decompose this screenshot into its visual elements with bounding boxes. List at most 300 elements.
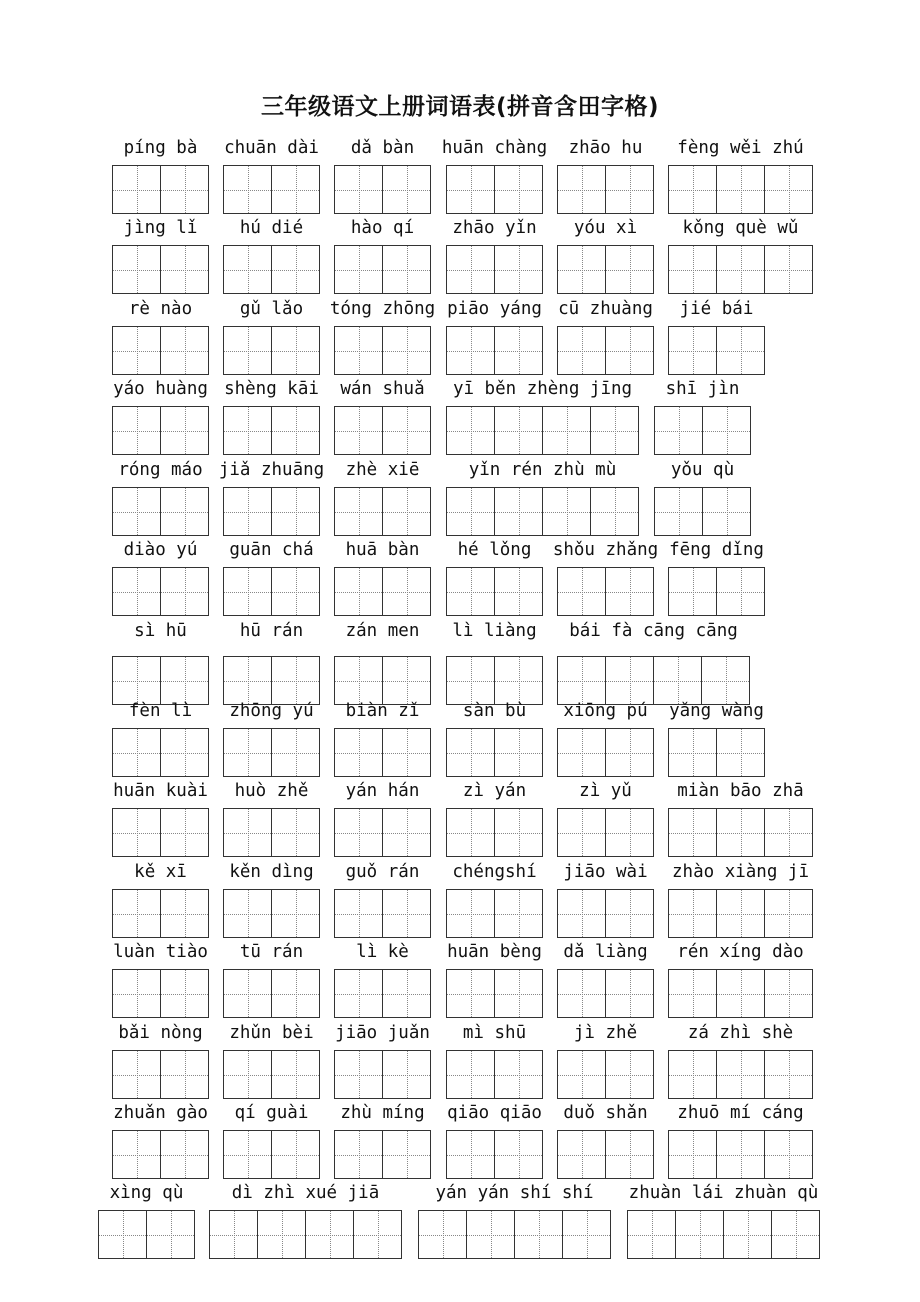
- tianzige-grid: [98, 1210, 194, 1259]
- writing-cell[interactable]: [557, 245, 606, 294]
- writing-cell[interactable]: [257, 1210, 306, 1259]
- writing-cell[interactable]: [112, 326, 161, 375]
- word-row: [0, 1182, 920, 1262]
- writing-cell[interactable]: [223, 656, 272, 705]
- writing-cell[interactable]: [590, 487, 639, 536]
- tianzige-grid: [557, 165, 653, 214]
- writing-cell[interactable]: [557, 567, 606, 616]
- writing-cell[interactable]: [494, 656, 543, 705]
- tianzige-grid: [223, 487, 319, 536]
- writing-cell[interactable]: [605, 728, 654, 777]
- tianzige-grid: [668, 326, 764, 375]
- pinyin-label: shèng kāi: [224, 379, 319, 399]
- writing-cell[interactable]: [716, 245, 765, 294]
- writing-cell[interactable]: [446, 808, 495, 857]
- tianzige-grid: [112, 969, 208, 1018]
- writing-cell[interactable]: [112, 245, 161, 294]
- pinyin-label: tū rán: [239, 942, 304, 962]
- writing-cell[interactable]: [382, 656, 431, 705]
- tianzige-grid: [446, 326, 542, 375]
- tianzige-grid: [112, 406, 208, 455]
- writing-cell[interactable]: [112, 969, 161, 1018]
- writing-cell[interactable]: [716, 808, 765, 857]
- writing-cell[interactable]: [112, 889, 161, 938]
- tianzige-grid: [446, 808, 542, 857]
- writing-cell[interactable]: [668, 728, 717, 777]
- writing-cell[interactable]: [382, 889, 431, 938]
- writing-cell[interactable]: [494, 245, 543, 294]
- writing-cell[interactable]: [382, 245, 431, 294]
- pinyin-label: dǎ bàn: [350, 138, 415, 158]
- pinyin-label: luàn tiào: [113, 942, 208, 962]
- tianzige-grid: [223, 808, 319, 857]
- writing-cell[interactable]: [446, 245, 495, 294]
- word-row: [0, 861, 920, 941]
- tianzige-grid: [334, 656, 430, 705]
- writing-cell[interactable]: [716, 1050, 765, 1099]
- tianzige-grid: [446, 487, 638, 536]
- word-row: [0, 1022, 920, 1102]
- writing-cell[interactable]: [557, 1050, 606, 1099]
- writing-cell[interactable]: [668, 889, 717, 938]
- tianzige-grid: [668, 567, 764, 616]
- pinyin-label: zá zhì shè: [687, 1023, 794, 1043]
- word-row: [0, 298, 920, 378]
- pinyin-label: zhǔn bèi: [229, 1023, 314, 1043]
- writing-cell[interactable]: [418, 1210, 467, 1259]
- writing-cell[interactable]: [627, 1210, 676, 1259]
- writing-cell[interactable]: [334, 567, 383, 616]
- pinyin-label: zhōng yú: [229, 701, 314, 721]
- tianzige-grid: [223, 1130, 319, 1179]
- tianzige-grid: [334, 808, 430, 857]
- writing-cell[interactable]: [716, 889, 765, 938]
- tianzige-grid: [446, 245, 542, 294]
- writing-cell[interactable]: [271, 245, 320, 294]
- writing-cell[interactable]: [702, 487, 751, 536]
- writing-cell[interactable]: [160, 165, 209, 214]
- writing-cell[interactable]: [668, 326, 717, 375]
- writing-cell[interactable]: [605, 245, 654, 294]
- writing-cell[interactable]: [223, 1130, 272, 1179]
- writing-cell[interactable]: [160, 487, 209, 536]
- tianzige-grid: [112, 245, 208, 294]
- writing-cell[interactable]: [446, 656, 495, 705]
- tianzige-grid: [557, 808, 653, 857]
- pinyin-label: dì zhì xué jiā: [231, 1183, 380, 1203]
- writing-cell[interactable]: [494, 567, 543, 616]
- tianzige-grid: [112, 1130, 208, 1179]
- writing-cell[interactable]: [494, 889, 543, 938]
- writing-cell[interactable]: [494, 165, 543, 214]
- writing-cell[interactable]: [98, 1210, 147, 1259]
- writing-cell[interactable]: [271, 1130, 320, 1179]
- word-row: [0, 780, 920, 860]
- writing-cell[interactable]: [223, 1050, 272, 1099]
- writing-cell[interactable]: [723, 1210, 772, 1259]
- writing-cell[interactable]: [764, 1130, 813, 1179]
- tianzige-grid: [223, 567, 319, 616]
- writing-cell[interactable]: [675, 1210, 724, 1259]
- writing-cell[interactable]: [605, 969, 654, 1018]
- writing-cell[interactable]: [271, 889, 320, 938]
- writing-cell[interactable]: [764, 808, 813, 857]
- pinyin-label: zhuǎn gào: [113, 1103, 208, 1123]
- writing-cell[interactable]: [514, 1210, 563, 1259]
- writing-cell[interactable]: [771, 1210, 820, 1259]
- pinyin-label: yī běn zhèng jīng: [452, 379, 633, 399]
- tianzige-grid: [334, 969, 430, 1018]
- writing-cell[interactable]: [764, 245, 813, 294]
- tianzige-grid: [557, 326, 653, 375]
- writing-cell[interactable]: [112, 567, 161, 616]
- pinyin-label: chuān dài: [224, 138, 319, 158]
- tianzige-grid: [223, 889, 319, 938]
- pinyin-label: kě xī: [134, 862, 187, 882]
- writing-cell[interactable]: [271, 567, 320, 616]
- writing-cell[interactable]: [382, 1130, 431, 1179]
- pinyin-label: huān chàng: [441, 138, 548, 158]
- pinyin-label: huò zhě: [234, 781, 309, 801]
- writing-cell[interactable]: [605, 656, 654, 705]
- pinyin-label: qí guài: [234, 1103, 309, 1123]
- pinyin-label: xìng qù: [109, 1183, 184, 1203]
- writing-cell[interactable]: [701, 656, 750, 705]
- tianzige-grid: [223, 406, 319, 455]
- pinyin-label: guǒ rán: [345, 862, 420, 882]
- writing-cell[interactable]: [223, 406, 272, 455]
- writing-cell[interactable]: [223, 969, 272, 1018]
- pinyin-label: hú dié: [239, 218, 304, 238]
- writing-cell[interactable]: [160, 728, 209, 777]
- tianzige-grid: [446, 567, 542, 616]
- writing-cell[interactable]: [446, 406, 495, 455]
- pinyin-label: jiāo wài: [563, 862, 648, 882]
- tianzige-grid: [668, 969, 812, 1018]
- word-row: [0, 620, 920, 700]
- writing-cell[interactable]: [668, 567, 717, 616]
- writing-cell[interactable]: [605, 567, 654, 616]
- writing-cell[interactable]: [334, 728, 383, 777]
- writing-cell[interactable]: [223, 567, 272, 616]
- tianzige-grid: [557, 728, 653, 777]
- writing-cell[interactable]: [716, 567, 765, 616]
- writing-cell[interactable]: [334, 1130, 383, 1179]
- writing-cell[interactable]: [446, 487, 495, 536]
- writing-cell[interactable]: [653, 656, 702, 705]
- tianzige-grid: [112, 728, 208, 777]
- tianzige-grid: [557, 1130, 653, 1179]
- pinyin-label: fèn lì: [128, 701, 193, 721]
- writing-cell[interactable]: [334, 165, 383, 214]
- writing-cell[interactable]: [160, 656, 209, 705]
- writing-cell[interactable]: [764, 165, 813, 214]
- tianzige-grid: [112, 656, 208, 705]
- writing-cell[interactable]: [112, 165, 161, 214]
- writing-cell[interactable]: [702, 406, 751, 455]
- writing-cell[interactable]: [605, 1050, 654, 1099]
- writing-cell[interactable]: [353, 1210, 402, 1259]
- tianzige-grid: [112, 567, 208, 616]
- writing-cell[interactable]: [668, 165, 717, 214]
- pinyin-label: zhuō mí cáng: [677, 1103, 804, 1123]
- writing-cell[interactable]: [557, 889, 606, 938]
- writing-cell[interactable]: [668, 1050, 717, 1099]
- word-row: [0, 217, 920, 297]
- pinyin-label: biàn zǐ: [345, 701, 420, 721]
- writing-cell[interactable]: [605, 1130, 654, 1179]
- writing-cell[interactable]: [557, 656, 606, 705]
- writing-cell[interactable]: [334, 245, 383, 294]
- writing-cell[interactable]: [466, 1210, 515, 1259]
- writing-cell[interactable]: [271, 728, 320, 777]
- writing-cell[interactable]: [160, 406, 209, 455]
- tianzige-grid: [557, 889, 653, 938]
- tianzige-grid: [112, 889, 208, 938]
- pinyin-label: shī jìn: [665, 379, 740, 399]
- writing-cell[interactable]: [223, 728, 272, 777]
- tianzige-grid: [446, 728, 542, 777]
- tianzige-grid: [668, 1130, 812, 1179]
- writing-cell[interactable]: [146, 1210, 195, 1259]
- writing-cell[interactable]: [764, 1050, 813, 1099]
- pinyin-label: cū zhuàng: [558, 299, 653, 319]
- writing-cell[interactable]: [382, 969, 431, 1018]
- writing-cell[interactable]: [382, 567, 431, 616]
- pinyin-label: jì zhě: [573, 1023, 638, 1043]
- writing-cell[interactable]: [271, 487, 320, 536]
- writing-cell[interactable]: [446, 969, 495, 1018]
- writing-cell[interactable]: [160, 1050, 209, 1099]
- pinyin-label: zhào xiàng jī: [672, 862, 809, 882]
- writing-cell[interactable]: [557, 969, 606, 1018]
- writing-cell[interactable]: [160, 969, 209, 1018]
- tianzige-grid: [334, 245, 430, 294]
- writing-cell[interactable]: [668, 1130, 717, 1179]
- writing-cell[interactable]: [334, 326, 383, 375]
- writing-cell[interactable]: [334, 406, 383, 455]
- writing-cell[interactable]: [334, 969, 383, 1018]
- writing-cell[interactable]: [160, 567, 209, 616]
- writing-cell[interactable]: [494, 1050, 543, 1099]
- writing-cell[interactable]: [654, 406, 703, 455]
- writing-cell[interactable]: [668, 245, 717, 294]
- writing-cell[interactable]: [271, 808, 320, 857]
- writing-cell[interactable]: [716, 728, 765, 777]
- writing-cell[interactable]: [209, 1210, 258, 1259]
- pinyin-label: huā bàn: [345, 540, 420, 560]
- word-row: [0, 137, 920, 217]
- writing-cell[interactable]: [271, 165, 320, 214]
- writing-cell[interactable]: [382, 1050, 431, 1099]
- writing-cell[interactable]: [160, 808, 209, 857]
- writing-cell[interactable]: [160, 326, 209, 375]
- pinyin-label: yáo huàng: [113, 379, 208, 399]
- word-row: [0, 700, 920, 780]
- pinyin-label: sàn bù: [462, 701, 527, 721]
- writing-cell[interactable]: [446, 1050, 495, 1099]
- writing-cell[interactable]: [557, 808, 606, 857]
- word-row: [0, 539, 920, 619]
- tianzige-grid: [223, 245, 319, 294]
- tianzige-grid: [668, 808, 812, 857]
- pinyin-label: yóu xì: [573, 218, 638, 238]
- writing-cell[interactable]: [334, 656, 383, 705]
- writing-cell[interactable]: [494, 406, 543, 455]
- pinyin-label: zì yǔ: [579, 781, 632, 801]
- writing-cell[interactable]: [112, 728, 161, 777]
- pinyin-label: piāo yáng: [447, 299, 542, 319]
- writing-cell[interactable]: [605, 326, 654, 375]
- tianzige-grid: [557, 245, 653, 294]
- writing-cell[interactable]: [446, 1130, 495, 1179]
- writing-cell[interactable]: [271, 969, 320, 1018]
- writing-cell[interactable]: [382, 326, 431, 375]
- writing-cell[interactable]: [494, 487, 543, 536]
- tianzige-grid: [654, 487, 750, 536]
- writing-cell[interactable]: [223, 165, 272, 214]
- word-row: [0, 1102, 920, 1182]
- writing-cell[interactable]: [112, 656, 161, 705]
- pinyin-label: zì yán: [462, 781, 527, 801]
- pinyin-label: zhāo hu: [568, 138, 643, 158]
- writing-cell[interactable]: [112, 1130, 161, 1179]
- writing-cell[interactable]: [668, 969, 717, 1018]
- tianzige-grid: [112, 487, 208, 536]
- writing-cell[interactable]: [446, 326, 495, 375]
- writing-cell[interactable]: [668, 808, 717, 857]
- tianzige-grid: [668, 165, 812, 214]
- writing-cell[interactable]: [446, 728, 495, 777]
- pinyin-label: miàn bāo zhā: [677, 781, 804, 801]
- writing-cell[interactable]: [494, 326, 543, 375]
- writing-cell[interactable]: [223, 808, 272, 857]
- writing-cell[interactable]: [160, 245, 209, 294]
- writing-cell[interactable]: [334, 1050, 383, 1099]
- pinyin-label: rè nào: [128, 299, 193, 319]
- writing-cell[interactable]: [542, 406, 591, 455]
- writing-cell[interactable]: [334, 487, 383, 536]
- writing-cell[interactable]: [590, 406, 639, 455]
- writing-cell[interactable]: [305, 1210, 354, 1259]
- pinyin-label: shǒu zhǎng: [552, 540, 659, 560]
- pinyin-label: huān kuài: [113, 781, 208, 801]
- writing-cell[interactable]: [223, 245, 272, 294]
- pinyin-label: jìng lǐ: [123, 218, 198, 238]
- writing-cell[interactable]: [334, 889, 383, 938]
- tianzige-grid: [334, 1050, 430, 1099]
- pinyin-label: zhè xiē: [345, 460, 420, 480]
- tianzige-grid: [446, 969, 542, 1018]
- tianzige-grid: [668, 245, 812, 294]
- pinyin-label: chéngshí: [452, 862, 537, 882]
- pinyin-label: hū rán: [239, 621, 304, 641]
- writing-cell[interactable]: [112, 808, 161, 857]
- writing-cell[interactable]: [494, 728, 543, 777]
- writing-cell[interactable]: [446, 567, 495, 616]
- writing-cell[interactable]: [562, 1210, 611, 1259]
- tianzige-grid: [627, 1210, 819, 1259]
- tianzige-grid: [668, 889, 812, 938]
- writing-cell[interactable]: [446, 889, 495, 938]
- writing-cell[interactable]: [112, 487, 161, 536]
- tianzige-grid: [223, 656, 319, 705]
- writing-cell[interactable]: [223, 889, 272, 938]
- tianzige-grid: [223, 1050, 319, 1099]
- writing-cell[interactable]: [716, 969, 765, 1018]
- pinyin-label: bái fà cāng cāng: [569, 621, 738, 641]
- pinyin-label: bǎi nòng: [118, 1023, 203, 1043]
- writing-cell[interactable]: [223, 487, 272, 536]
- tianzige-grid: [446, 1130, 542, 1179]
- writing-cell[interactable]: [271, 656, 320, 705]
- writing-cell[interactable]: [764, 889, 813, 938]
- writing-cell[interactable]: [494, 1130, 543, 1179]
- writing-cell[interactable]: [716, 1130, 765, 1179]
- writing-cell[interactable]: [542, 487, 591, 536]
- word-row: [0, 378, 920, 458]
- pinyin-label: wán shuǎ: [340, 379, 425, 399]
- pinyin-label: duǒ shǎn: [563, 1103, 648, 1123]
- tianzige-grid: [334, 889, 430, 938]
- writing-cell[interactable]: [160, 889, 209, 938]
- pinyin-label: zhāo yǐn: [452, 218, 537, 238]
- writing-cell[interactable]: [494, 808, 543, 857]
- writing-cell[interactable]: [382, 165, 431, 214]
- writing-cell[interactable]: [112, 406, 161, 455]
- pinyin-label: píng bà: [123, 138, 198, 158]
- writing-cell[interactable]: [160, 1130, 209, 1179]
- writing-cell[interactable]: [271, 406, 320, 455]
- writing-cell[interactable]: [557, 165, 606, 214]
- writing-cell[interactable]: [446, 165, 495, 214]
- writing-cell[interactable]: [494, 969, 543, 1018]
- writing-cell[interactable]: [716, 165, 765, 214]
- writing-cell[interactable]: [382, 808, 431, 857]
- writing-cell[interactable]: [605, 889, 654, 938]
- writing-cell[interactable]: [334, 808, 383, 857]
- writing-cell[interactable]: [223, 326, 272, 375]
- writing-cell[interactable]: [382, 406, 431, 455]
- pinyin-label: yǎng wàng: [669, 701, 764, 721]
- pinyin-label: gǔ lǎo: [239, 299, 304, 319]
- tianzige-grid: [112, 326, 208, 375]
- tianzige-grid: [557, 656, 749, 705]
- writing-cell[interactable]: [605, 165, 654, 214]
- writing-cell[interactable]: [271, 326, 320, 375]
- pinyin-label: yán hán: [345, 781, 420, 801]
- tianzige-grid: [446, 656, 542, 705]
- writing-cell[interactable]: [271, 1050, 320, 1099]
- tianzige-grid: [112, 808, 208, 857]
- writing-cell[interactable]: [716, 326, 765, 375]
- writing-cell[interactable]: [605, 808, 654, 857]
- writing-cell[interactable]: [557, 326, 606, 375]
- pinyin-label: sì hū: [134, 621, 187, 641]
- writing-cell[interactable]: [112, 1050, 161, 1099]
- tianzige-grid: [223, 969, 319, 1018]
- tianzige-grid: [334, 326, 430, 375]
- writing-cell[interactable]: [557, 1130, 606, 1179]
- writing-cell[interactable]: [654, 487, 703, 536]
- tianzige-grid: [334, 406, 430, 455]
- writing-cell[interactable]: [557, 728, 606, 777]
- writing-cell[interactable]: [382, 728, 431, 777]
- writing-cell[interactable]: [382, 487, 431, 536]
- tianzige-grid: [223, 326, 319, 375]
- pinyin-label: hé lǒng: [457, 540, 532, 560]
- writing-cell[interactable]: [764, 969, 813, 1018]
